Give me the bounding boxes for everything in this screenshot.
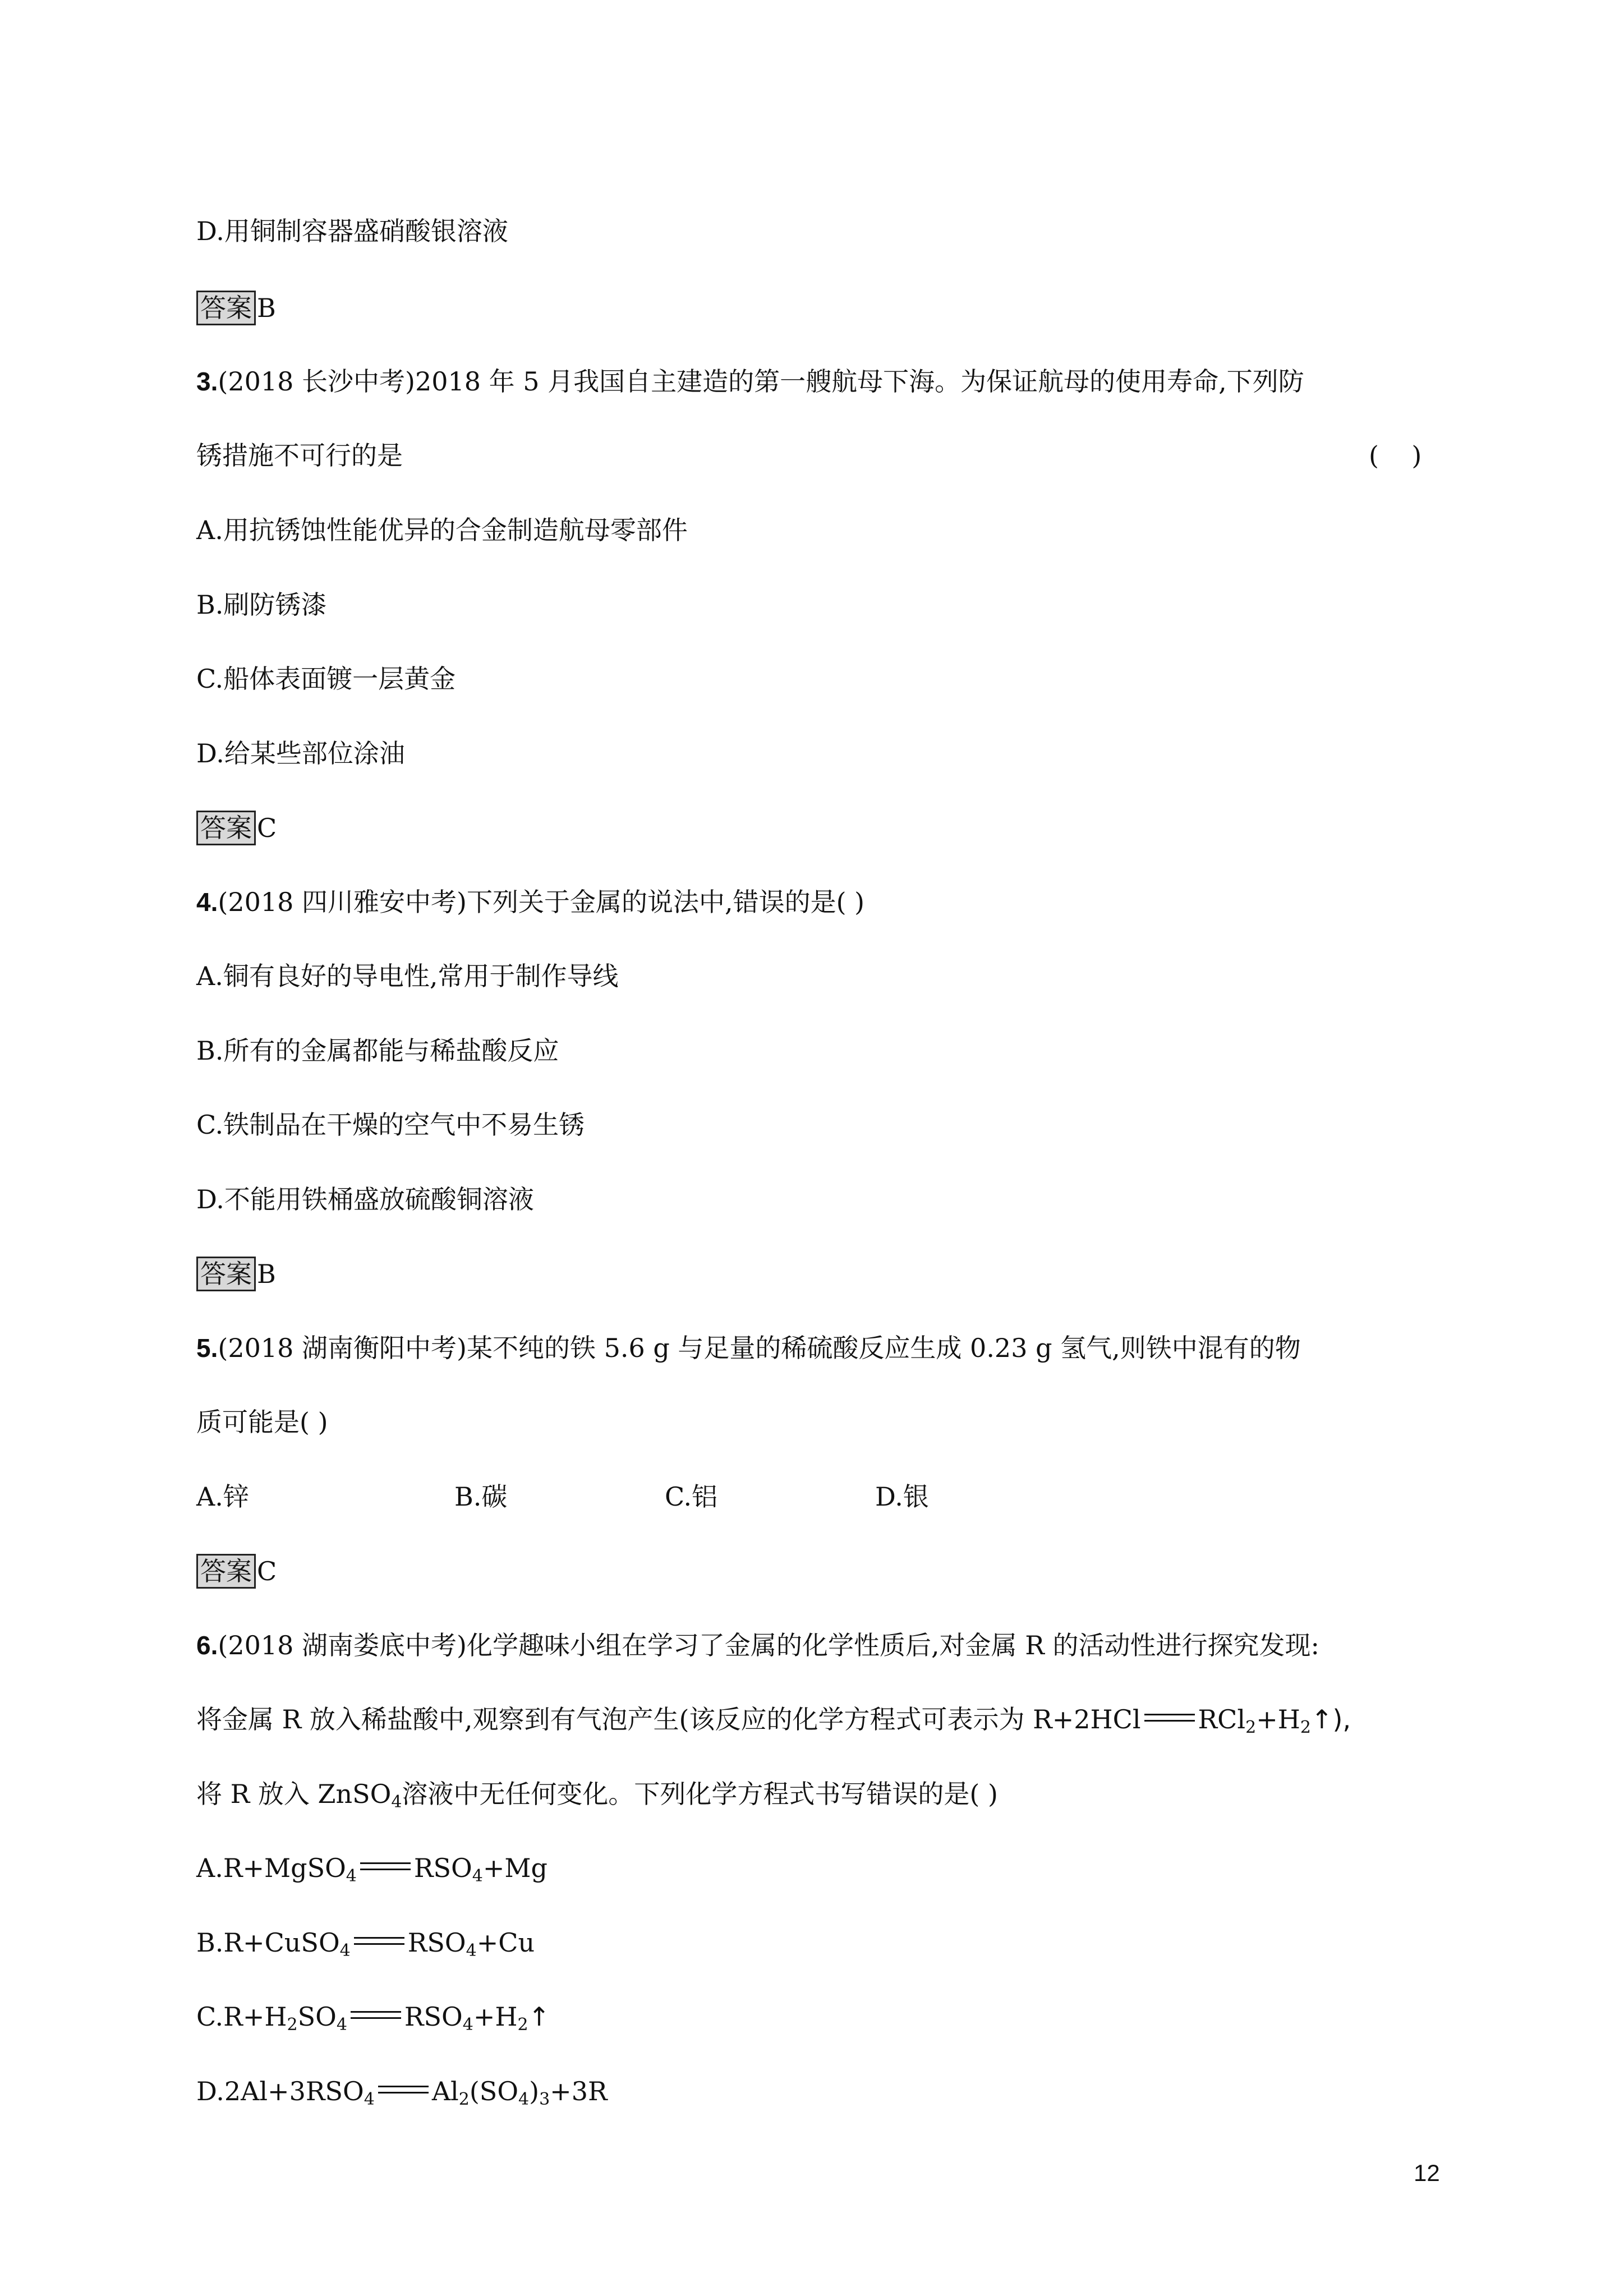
question-text: (2018 湖南娄底中考)化学趣味小组在学习了金属的化学性质后,对金属 R 的活动性进行探究发现:	[218, 1630, 1319, 1660]
text-segment: B.R+CuSO	[196, 1927, 340, 1958]
equals-sign	[351, 2011, 401, 2019]
q5-answer	[196, 1554, 277, 1589]
answer-label: 答案	[196, 291, 256, 325]
q5-options	[196, 1480, 929, 1513]
q3-stem-line2: 锈措施不可行的是	[196, 440, 403, 471]
subscript: 3	[539, 2090, 550, 2109]
q3-option-d: D.给某些部位涂油	[196, 738, 405, 769]
text-segment: +Mg	[482, 1853, 548, 1883]
subscript: 4	[391, 1792, 402, 1812]
question-number: 6.	[196, 1631, 218, 1660]
text-segment: A.R+MgSO	[196, 1853, 346, 1883]
text-segment: +H	[473, 2001, 518, 2032]
text-segment: RSO	[413, 1853, 472, 1883]
subscript: 2	[458, 2090, 470, 2109]
text-segment: 将 R 放入 ZnSO	[196, 1779, 392, 1809]
q3-option-c: C.船体表面镀一层黄金	[196, 664, 456, 694]
q6-option-a	[196, 1851, 548, 1893]
q6-stem-line1	[196, 1628, 1319, 1662]
q6-stem-line2	[196, 1703, 1351, 1745]
text-segment: +Cu	[476, 1927, 535, 1958]
q5-option-a: A.锌	[196, 1481, 249, 1512]
q4-option-d: D.不能用铁桶盛放硫酸铜溶液	[196, 1184, 534, 1214]
text-segment: 溶液中无任何变化。下列化学方程式书写错误的是( )	[402, 1779, 998, 1809]
text-segment: (SO	[469, 2076, 519, 2106]
q6-option-c	[196, 2000, 550, 2042]
question-number: 5.	[196, 1333, 218, 1363]
question-number: 4.	[196, 887, 218, 917]
subscript: 4	[518, 2090, 530, 2109]
question-text: (2018 四川雅安中考)下列关于金属的说法中,错误的是( )	[218, 887, 865, 917]
text-segment: Al	[431, 2076, 459, 2106]
question-text: (2018 湖南衡阳中考)某不纯的铁 5.6 g 与足量的稀硫酸反应生成 0.23 g 氢气,则铁中混有的物	[218, 1333, 1301, 1363]
text-segment: +H	[1256, 1704, 1300, 1734]
text-segment: D.2Al+3RSO	[196, 2076, 364, 2106]
q6-stem-line3	[196, 1777, 998, 1819]
answer-blank: ( )	[1369, 440, 1422, 471]
q6-option-d	[196, 2074, 608, 2116]
question-number: 3.	[196, 367, 218, 396]
q5-option-d: D.银	[875, 1481, 929, 1512]
answer-value: C	[257, 1556, 277, 1586]
subscript: 4	[364, 2090, 375, 2109]
text-segment: C.R+H	[196, 2001, 287, 2032]
subscript: 2	[517, 2015, 528, 2035]
subscript: 2	[287, 2015, 298, 2035]
q3-option-a: A.用抗锈蚀性能优异的合金制造航母零部件	[196, 515, 688, 545]
page-number: 12	[1414, 2160, 1440, 2186]
text-segment: 将金属 R 放入稀盐酸中,观察到有气泡产生(该反应的化学方程式可表示为 R+2HCl	[196, 1704, 1141, 1734]
subscript: 4	[466, 1941, 477, 1961]
q4-option-b: B.所有的金属都能与稀盐酸反应	[196, 1036, 559, 1066]
q4-option-a: A.铜有良好的导电性,常用于制作导线	[196, 961, 619, 991]
text-segment: )	[529, 2076, 540, 2106]
q2-answer	[196, 291, 276, 325]
subscript: 4	[472, 1866, 483, 1886]
q3-answer	[196, 811, 277, 845]
question-text: (2018 长沙中考)2018 年 5 月我国自主建造的第一艘航母下海。为保证航母的使用寿命,下列防	[218, 366, 1304, 397]
answer-value: B	[257, 1259, 276, 1289]
up-arrow-icon: ↑	[528, 2001, 550, 2032]
q2-option-d: D.用铜制容器盛硝酸银溶液	[196, 216, 508, 246]
equals-sign	[378, 2086, 429, 2093]
q6-option-b	[196, 1926, 535, 1968]
text-segment: +3R	[550, 2076, 608, 2106]
answer-label: 答案	[196, 1554, 256, 1589]
q3-stem-line1	[196, 365, 1304, 398]
answer-label: 答案	[196, 1257, 256, 1291]
q5-stem-line1	[196, 1331, 1301, 1365]
answer-label: 答案	[196, 811, 256, 845]
text-segment: RSO	[407, 1927, 466, 1958]
subscript: 4	[336, 2015, 347, 2035]
equals-sign	[360, 1862, 411, 1870]
text-segment: RCl	[1198, 1704, 1246, 1734]
answer-value: C	[257, 813, 277, 843]
q4-option-c: C.铁制品在干燥的空气中不易生锈	[196, 1110, 585, 1140]
text-segment: RSO	[404, 2001, 463, 2032]
subscript: 4	[346, 1866, 357, 1886]
q4-stem	[196, 885, 864, 919]
q3-option-b: B.刷防锈漆	[196, 590, 327, 620]
subscript: 4	[462, 2015, 473, 2035]
text-segment: SO	[297, 2001, 337, 2032]
q5-option-b: B.碳	[454, 1481, 508, 1512]
answer-value: B	[257, 293, 276, 323]
subscript: 4	[339, 1941, 351, 1961]
q5-stem-line2: 质可能是( )	[196, 1407, 328, 1437]
subscript: 2	[1245, 1718, 1257, 1737]
q4-answer	[196, 1257, 276, 1291]
text-segment: ↑),	[1310, 1704, 1351, 1734]
q5-option-c: C.铝	[665, 1481, 718, 1512]
equals-sign	[354, 1937, 404, 1945]
equals-sign	[1144, 1714, 1195, 1722]
subscript: 2	[1300, 1718, 1311, 1737]
